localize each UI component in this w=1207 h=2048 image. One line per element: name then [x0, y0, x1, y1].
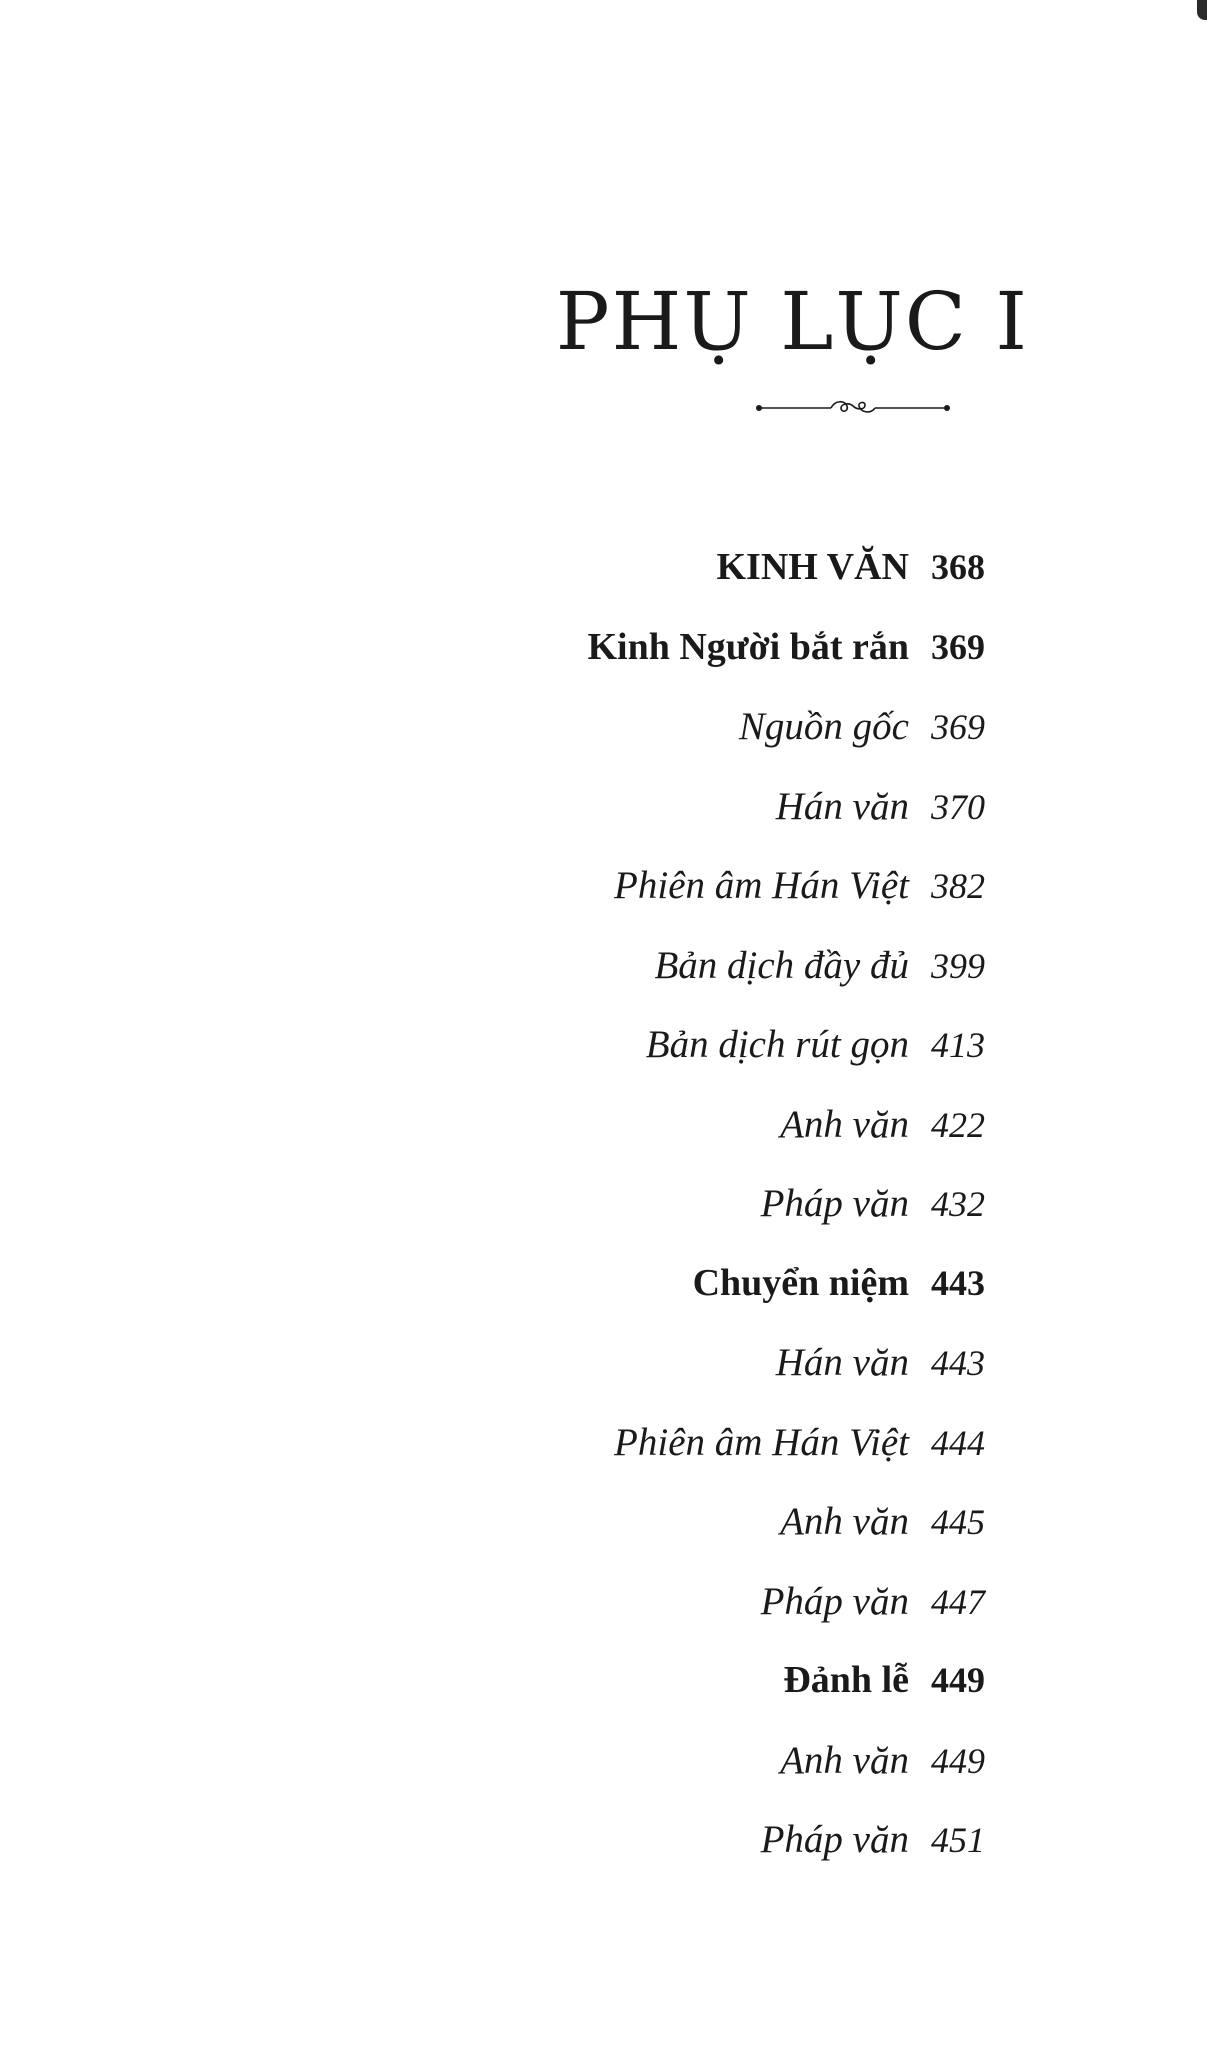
toc-entry	[237, 1261, 1017, 1341]
toc-entry-title: Hán văn	[775, 784, 909, 828]
toc-entry-page-number: 447	[931, 1581, 985, 1622]
toc-entry-page-number: 451	[931, 1820, 985, 1860]
toc-entry-page-number: 449	[931, 1660, 985, 1700]
toc-entry-title: Hán văn	[775, 1341, 909, 1384]
toc-entry-page-number: 443	[931, 1262, 985, 1303]
toc-entry	[237, 1340, 1017, 1420]
toc-entry	[237, 784, 1017, 864]
toc-entry	[237, 625, 1017, 705]
toc-entry-title: Kinh Người bắt rắn	[587, 625, 909, 668]
toc-entry	[237, 1817, 1017, 1897]
toc-entry-page-number: 422	[931, 1104, 985, 1145]
toc-entry-page-number: 369	[931, 707, 985, 747]
toc-entry	[237, 704, 1017, 784]
toc-entry-title: Nguồn gốc	[738, 705, 909, 748]
toc-entry	[237, 1658, 1017, 1738]
toc-entry-title: Phiên âm Hán Việt	[614, 1420, 909, 1464]
toc-entry-title: Pháp văn	[760, 1579, 909, 1623]
toc-entry	[237, 863, 1017, 943]
toc-entry-title: Phiên âm Hán Việt	[614, 864, 909, 907]
toc-entry-page-number: 369	[931, 626, 985, 667]
toc-entry	[237, 1420, 1017, 1500]
toc-entry-page-number: 413	[931, 1025, 985, 1065]
toc-entry-title: Anh văn	[780, 1500, 909, 1543]
table-of-contents	[237, 545, 1017, 1897]
toc-entry	[237, 1499, 1017, 1579]
page-corner-mark	[1197, 0, 1207, 20]
toc-entry-page-number: 370	[931, 786, 985, 827]
toc-entry-page-number: 449	[931, 1740, 985, 1781]
toc-entry-title: Đảnh lễ	[783, 1659, 909, 1701]
toc-entry-title: Bản dịch rút gọn	[645, 1023, 909, 1066]
toc-entry-title: Anh văn	[780, 1102, 909, 1146]
toc-entry	[237, 1738, 1017, 1818]
toc-entry-page-number: 399	[931, 945, 985, 986]
toc-entry-page-number: 443	[931, 1343, 985, 1383]
toc-entry-title: Anh văn	[780, 1738, 909, 1782]
toc-entry-page-number: 445	[931, 1502, 985, 1542]
toc-entry-title: Pháp văn	[760, 1182, 909, 1225]
toc-entry-page-number: 444	[931, 1422, 985, 1463]
toc-entry-page-number: 382	[931, 866, 985, 906]
page-title: PHỤ LỤC I	[555, 275, 1029, 368]
toc-entry-title: Chuyển niệm	[692, 1261, 909, 1304]
toc-entry	[237, 1102, 1017, 1182]
toc-entry	[237, 1181, 1017, 1261]
toc-entry-title: Pháp văn	[760, 1818, 909, 1861]
toc-entry-title: Bản dịch đầy đủ	[654, 943, 909, 987]
toc-entry	[237, 943, 1017, 1023]
flourish-divider-icon	[755, 394, 951, 416]
toc-entry-title: KINH VĂN	[716, 546, 909, 588]
toc-entry-page-number: 432	[931, 1184, 985, 1224]
toc-entry	[237, 1579, 1017, 1659]
toc-entry	[237, 1022, 1017, 1102]
toc-entry-page-number: 368	[931, 547, 985, 587]
toc-entry	[237, 545, 1017, 625]
